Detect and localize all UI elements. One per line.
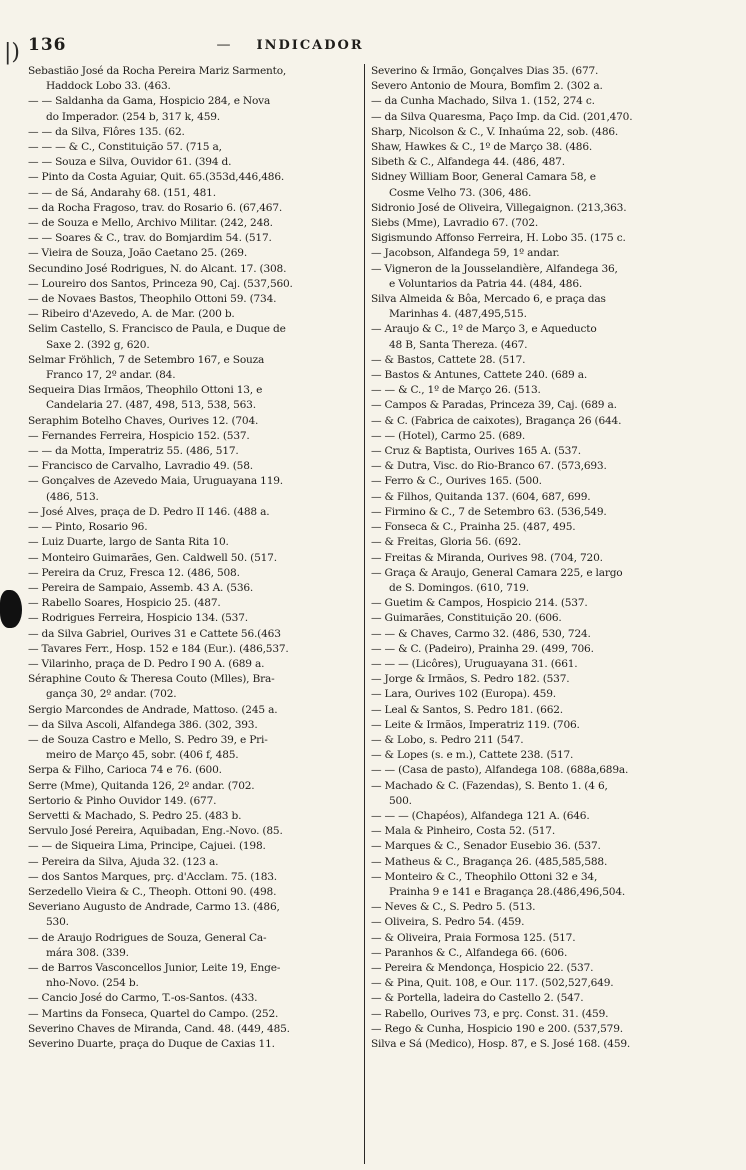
directory-entry: Sergio Marcondes de Andrade, Mattoso. (245 a. xyxy=(28,703,278,716)
directory-entry: Sidronio José de Oliveira, Villegaignon. (213,363. xyxy=(371,201,627,214)
directory-entry: — — da Motta, Imperatriz 55. (486, 517. xyxy=(28,445,239,458)
directory-entry-continuation: mára 308. (339. xyxy=(46,946,129,959)
directory-entry: Seraphim Botelho Chaves, Ourives 12. (704. xyxy=(28,414,259,427)
directory-entry: — & Pina, Quit. 108, e Our. 117. (502,527,649. xyxy=(371,977,614,990)
directory-entry: Siebs (Mme), Lavradio 67. (702. xyxy=(371,217,539,230)
directory-entry: — Gonçalves de Azevedo Maia, Uruguayana 119. xyxy=(28,475,283,488)
directory-entry: — Rabello Soares, Hospicio 25. (487. xyxy=(28,597,221,610)
directory-entry: Séraphine Couto & Theresa Couto (Mlles), Bra- xyxy=(28,673,275,686)
header-dash: — xyxy=(216,37,231,53)
directory-entry: — Leal & Santos, S. Pedro 181. (662. xyxy=(371,703,563,716)
directory-entry: — da Cunha Machado, Silva 1. (152, 274 c. xyxy=(371,95,595,108)
directory-entry: — — Souza e Silva, Ouvidor 61. (394 d. xyxy=(28,156,232,169)
directory-entry: Sebastião José da Rocha Pereira Mariz Sarmento, xyxy=(28,65,287,77)
directory-entry: — — — (Chapéos), Alfandega 121 A. (646. xyxy=(371,809,590,822)
directory-entry: — de Souza e Mello, Archivo Militar. (242, 248. xyxy=(28,217,273,230)
directory-entry: — Guetim & Campos, Hospicio 214. (537. xyxy=(371,597,588,610)
directory-entry: — Luiz Duarte, largo de Santa Rita 10. xyxy=(28,536,229,549)
directory-entry: Severino Chaves de Miranda, Cand. 48. (449, 485. xyxy=(28,1022,290,1035)
directory-entry-continuation: Prainha 9 e 141 e Bragança 28.(486,496,504. xyxy=(389,885,626,898)
directory-entry: Serre (Mme), Quitanda 126, 2º andar. (702. xyxy=(28,779,255,792)
directory-entry: — de Souza Castro e Mello, S. Pedro 39, e Pri- xyxy=(28,733,268,746)
directory-entry: — Vieira de Souza, João Caetano 25. (269. xyxy=(28,247,247,260)
directory-entry: — da Rocha Fragoso, trav. do Rosario 6. (67,467. xyxy=(28,201,283,214)
directory-entry: — Machado & C. (Fazendas), S. Bento 1. (4 6, xyxy=(371,779,608,792)
directory-entry: — Fernandes Ferreira, Hospicio 152. (537. xyxy=(28,429,250,442)
directory-entry: — Monteiro Guimarães, Gen. Caldwell 50. (517. xyxy=(28,551,277,564)
directory-entry: Serpa & Filho, Carioca 74 e 76. (600. xyxy=(28,764,222,777)
directory-entry-continuation: Candelaria 27. (487, 498, 513, 538, 563. xyxy=(46,399,256,412)
directory-entry: — Vigneron de la Jousselandière, Alfandega 36, xyxy=(371,262,618,275)
directory-entry: — Neves & C., S. Pedro 5. (513. xyxy=(371,901,536,914)
directory-entry: Severo Antonio de Moura, Bomfim 2. (302 a. xyxy=(371,80,603,93)
directory-columns xyxy=(28,64,724,1164)
running-title: INDICADOR xyxy=(256,37,364,53)
directory-entry: — Paranhos & C., Alfandega 66. (606. xyxy=(371,946,568,959)
directory-entry: — Pinto da Costa Aguiar, Quit. 65.(353d,446,486. xyxy=(28,171,285,184)
directory-entry-continuation: (486, 513. xyxy=(46,490,99,503)
directory-entry: — & Bastos, Cattete 28. (517. xyxy=(371,353,526,366)
ink-blot xyxy=(0,590,22,628)
directory-entry: — — Pinto, Rosario 96. xyxy=(28,521,148,534)
directory-entry: Sibeth & C., Alfandega 44. (486, 487. xyxy=(371,156,565,169)
directory-entry: — Freitas & Miranda, Ourives 98. (704, 720. xyxy=(371,551,603,564)
directory-entry: — Pereira da Silva, Ajuda 32. (123 a. xyxy=(28,855,219,868)
directory-entry: — — & C., 1º de Março 26. (513. xyxy=(371,384,541,397)
directory-entry: Sequeira Dias Irmãos, Theophilo Ottoni 13, e xyxy=(28,384,263,397)
directory-entry: — José Alves, praça de D. Pedro II 146. (488 a. xyxy=(28,505,270,518)
directory-entry-continuation: Haddock Lobo 33. (463. xyxy=(46,80,171,93)
directory-entry-continuation: Cosme Velho 73. (306, 486. xyxy=(389,186,532,199)
directory-entry-continuation: gança 30, 2º andar. (702. xyxy=(46,688,177,701)
directory-entry: — Lara, Ourives 102 (Europa). 459. xyxy=(371,688,556,701)
margin-pencil-mark: |) xyxy=(4,40,20,65)
directory-entry: — dos Santos Marques, prç. d'Acclam. 75. (183. xyxy=(28,870,277,883)
directory-entry: — Bastos & Antunes, Cattete 240. (689 a. xyxy=(371,369,588,382)
directory-entry: Sigismundo Affonso Ferreira, H. Lobo 35. (175 c. xyxy=(371,232,626,245)
directory-entry: Selim Castello, S. Francisco de Paula, e Duque de xyxy=(28,323,286,336)
directory-entry: — & Freitas, Gloria 56. (692. xyxy=(371,536,522,549)
directory-entry: Severiano Augusto de Andrade, Carmo 13. (486, xyxy=(28,901,280,914)
directory-entry: Servetti & Machado, S. Pedro 25. (483 b. xyxy=(28,809,242,822)
directory-entry: — Cancio José do Carmo, T.-os-Santos. (433. xyxy=(28,992,258,1005)
directory-entry: Silva Almeida & Bôa, Mercado 6, e praça das xyxy=(371,293,606,306)
directory-entry: — Rego & Cunha, Hospicio 190 e 200. (537,579. xyxy=(371,1022,623,1035)
directory-entry: — Pereira da Cruz, Fresca 12. (486, 508. xyxy=(28,566,240,579)
directory-entry: — — Soares & C., trav. do Bomjardim 54. (517. xyxy=(28,232,272,245)
directory-entry: — Matheus & C., Bragança 26. (485,585,588. xyxy=(371,855,608,868)
directory-entry: — Cruz & Baptista, Ourives 165 A. (537. xyxy=(371,445,581,458)
right-column xyxy=(365,64,723,1164)
directory-entry: Silva e Sá (Medico), Hosp. 87, e S. José 168. (459. xyxy=(371,1038,631,1050)
directory-entry: — & Portella, ladeira do Castello 2. (547. xyxy=(371,992,584,1005)
directory-entry: — Tavares Ferr., Hosp. 152 e 184 (Eur.). (486,537. xyxy=(28,642,289,655)
directory-entry: — Fonseca & C., Prainha 25. (487, 495. xyxy=(371,521,576,534)
directory-entry: — & C. (Fabrica de caixotes), Bragança 26 (644. xyxy=(371,414,622,427)
directory-entry: Sertorio & Pinho Ouvidor 149. (677. xyxy=(28,794,217,807)
directory-entry: Shaw, Hawkes & C., 1º de Março 38. (486. xyxy=(371,141,593,154)
directory-entry: — — — & C., Constituição 57. (715 a, xyxy=(28,141,222,154)
directory-entry: — Oliveira, S. Pedro 54. (459. xyxy=(371,916,525,929)
directory-entry: — Marques & C., Senador Eusebio 36. (537. xyxy=(371,840,601,853)
directory-entry: — Loureiro dos Santos, Princeza 90, Caj. (537,560. xyxy=(28,277,293,290)
directory-entry: — & Lopes (s. e m.), Cattete 238. (517. xyxy=(371,749,574,762)
directory-entry: — Ferro & C., Ourives 165. (500. xyxy=(371,475,542,488)
page-number: 136 xyxy=(28,35,67,55)
directory-entry: — Mala & Pinheiro, Costa 52. (517. xyxy=(371,825,555,838)
directory-entry: Secundino José Rodrigues, N. do Alcant. 17. (308. xyxy=(28,262,287,275)
directory-entry-continuation: Marinhas 4. (487,495,515. xyxy=(389,308,527,321)
directory-entry: — Jorge & Irmãos, S. Pedro 182. (537. xyxy=(371,673,570,686)
directory-entry: — Monteiro & C., Theophilo Ottoni 32 e 34, xyxy=(371,870,598,883)
directory-entry: — Jacobson, Alfandega 59, 1º andar. xyxy=(371,247,560,260)
directory-entry: — Rabello, Ourives 73, e prç. Const. 31. (459. xyxy=(371,1007,609,1020)
directory-entry: Sidney William Boor, General Camara 58, e xyxy=(371,171,596,184)
directory-entry-continuation: Saxe 2. (392 g, 620. xyxy=(46,338,150,351)
directory-entry-continuation: 48 B, Santa Thereza. (467. xyxy=(389,338,528,351)
directory-entry: — Campos & Paradas, Princeza 39, Caj. (689 a. xyxy=(371,399,617,412)
directory-entry: — — & Chaves, Carmo 32. (486, 530, 724. xyxy=(371,627,591,640)
directory-entry: — & Oliveira, Praia Formosa 125. (517. xyxy=(371,931,576,944)
directory-entry: Serzedello Vieira & C., Theoph. Ottoni 90. (498. xyxy=(28,885,277,898)
directory-entry: — de Novaes Bastos, Theophilo Ottoni 59. (734. xyxy=(28,293,277,306)
directory-entry: — & Filhos, Quitanda 137. (604, 687, 699. xyxy=(371,490,591,503)
directory-entry-continuation: e Voluntarios da Patria 44. (484, 486. xyxy=(389,277,583,290)
directory-entry: — — & C. (Padeiro), Prainha 29. (499, 706. xyxy=(371,642,594,655)
directory-entry: — Pereira & Mendonça, Hospicio 22. (537. xyxy=(371,961,594,974)
directory-entry: — — (Hotel), Carmo 25. (689. xyxy=(371,429,526,442)
directory-entry: — Francisco de Carvalho, Lavradio 49. (58. xyxy=(28,460,253,473)
directory-entry-continuation: nho-Novo. (254 b. xyxy=(46,977,139,990)
directory-entry: — Rodrigues Ferreira, Hospicio 134. (537. xyxy=(28,612,248,625)
directory-entry: — — de Siqueira Lima, Principe, Cajuei. (198. xyxy=(28,840,266,853)
directory-entry: Selmar Fröhlich, 7 de Setembro 167, e Souza xyxy=(28,353,265,366)
directory-entry: — Guimarães, Constituição 20. (606. xyxy=(371,612,562,625)
directory-entry: — & Lobo, s. Pedro 211 (547. xyxy=(371,733,524,746)
directory-entry: — — Saldanha da Gama, Hospicio 284, e Nova xyxy=(28,95,271,108)
directory-entry: — — de Sá, Andarahy 68. (151, 481. xyxy=(28,186,216,199)
directory-entry: — — (Casa de pasto), Alfandega 108. (688a,689a. xyxy=(371,764,629,777)
directory-entry: Severino Duarte, praça do Duque de Caxias 11. xyxy=(28,1038,275,1050)
directory-entry: Severino & Irmão, Gonçalves Dias 35. (677. xyxy=(371,65,599,77)
directory-entry: — de Barros Vasconcellos Junior, Leite 19, Enge- xyxy=(28,961,281,974)
directory-entry: — Vilarinho, praça de D. Pedro I 90 A. (689 a. xyxy=(28,657,265,670)
directory-entry-continuation: Franco 17, 2º andar. (84. xyxy=(46,369,176,382)
directory-entry: — & Dutra, Visc. do Rio-Branco 67. (573,693. xyxy=(371,460,607,473)
directory-entry: Sharp, Nicolson & C., V. Inhaúma 22, sob. (486. xyxy=(371,125,619,138)
directory-entry: — — da Silva, Flôres 135. (62. xyxy=(28,125,185,138)
directory-entry: — Graça & Araujo, General Camara 225, e largo xyxy=(371,566,623,579)
directory-entry: — Firmino & C., 7 de Setembro 63. (536,549. xyxy=(371,505,607,518)
directory-entry: — da Silva Quaresma, Paço Imp. da Cid. (201,470. xyxy=(371,110,633,123)
directory-entry: — Pereira de Sampaio, Assemb. 43 A. (536. xyxy=(28,581,254,594)
directory-entry: — Ribeiro d'Azevedo, A. de Mar. (200 b. xyxy=(28,308,235,321)
directory-entry-continuation: meiro de Março 45, sobr. (406 f, 485. xyxy=(46,749,239,762)
directory-entry: — Araujo & C., 1º de Março 3, e Aqueducto xyxy=(371,323,597,336)
directory-entry: — Martins da Fonseca, Quartel do Campo. (252. xyxy=(28,1007,279,1020)
directory-entry-continuation: 530. xyxy=(46,916,69,929)
directory-entry: — da Silva Gabriel, Ourives 31 e Cattete 56.(463 xyxy=(28,627,281,640)
directory-entry: — da Silva Ascoli, Alfandega 386. (302, 393. xyxy=(28,718,258,731)
left-column xyxy=(28,64,365,1164)
directory-entry: — — — (Licôres), Uruguayana 31. (661. xyxy=(371,657,578,670)
directory-entry-continuation: do Imperador. (254 b, 317 k, 459. xyxy=(46,110,220,123)
directory-entry-continuation: 500. xyxy=(389,794,412,807)
page-header xyxy=(28,32,706,58)
directory-entry: — de Araujo Rodrigues de Souza, General Ca- xyxy=(28,931,267,944)
directory-entry: Servulo José Pereira, Aquibadan, Eng.-Novo. (85. xyxy=(28,825,283,838)
directory-entry-continuation: de S. Domingos. (610, 719. xyxy=(389,581,529,594)
directory-entry: — Leite & Irmãos, Imperatriz 119. (706. xyxy=(371,718,580,731)
